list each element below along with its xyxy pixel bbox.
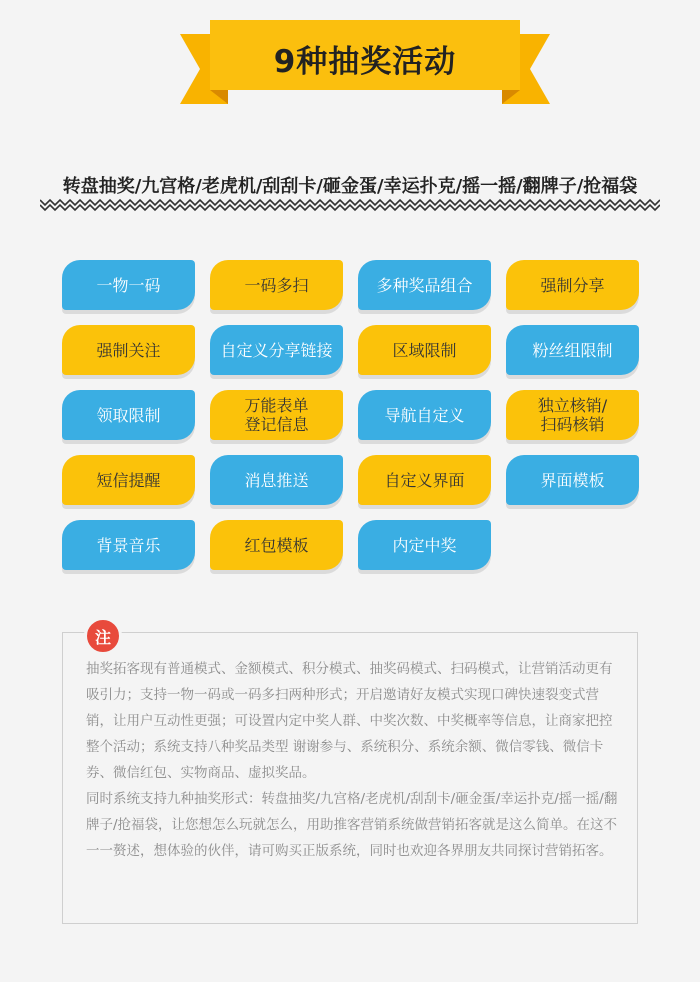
feature-tile: 消息推送 (210, 455, 343, 505)
feature-tile: 界面模板 (506, 455, 639, 505)
feature-tile: 内定中奖 (358, 520, 491, 570)
feature-tile: 强制关注 (62, 325, 195, 375)
feature-tile: 短信提醒 (62, 455, 195, 505)
feature-grid (62, 260, 642, 570)
note-paragraph: 抽奖拓客现有普通模式、金额模式、积分模式、抽奖码模式、扫码模式，让营销活动更有吸引力；支持一物一码或一码多扫两种形式；开启邀请好友模式实现口碑快速裂变式营销，让用户互动性更强；可设置内定中奖人群、中奖次数、中奖概率等信息，让商家把控整个活动；系统支持八种奖品类型 谢谢参与、系统积分、系统余额、微信零钱、微信卡券、微信红包、实物商品、虚拟奖品。 (86, 661, 613, 781)
feature-tile: 自定义分享链接 (210, 325, 343, 375)
feature-tile: 一码多扫 (210, 260, 343, 310)
feature-tile: 导航自定义 (358, 390, 491, 440)
note-badge: 注 (84, 617, 122, 655)
zigzag-divider (40, 198, 660, 212)
feature-tile: 强制分享 (506, 260, 639, 310)
title-banner (180, 16, 550, 106)
banner-title: 9种抽奖活动 (273, 44, 457, 80)
lottery-types-subtitle: 转盘抽奖/九宫格/老虎机/刮刮卡/砸金蛋/幸运扑克/摇一摇/翻牌子/抢福袋 (62, 176, 638, 197)
feature-tile: 背景音乐 (62, 520, 195, 570)
feature-tile: 自定义界面 (358, 455, 491, 505)
feature-tile: 多种奖品组合 (358, 260, 491, 310)
feature-tile: 区域限制 (358, 325, 491, 375)
note-paragraph: 同时系统支持九种抽奖形式：转盘抽奖/九宫格/老虎机/刮刮卡/砸金蛋/幸运扑克/摇一摇/翻牌子/抢福袋，让您想怎么玩就怎么，用助推客营销系统做营销拓客就是这么简单。在这不一一赘述，想体验的伙伴，请可购买正版系统，同时也欢迎各界朋友共同探讨营销拓客。 (86, 791, 618, 859)
feature-tile: 粉丝组限制 (506, 325, 639, 375)
feature-tile: 一物一码 (62, 260, 195, 310)
feature-tile: 独立核销/ 扫码核销 (506, 390, 639, 440)
feature-tile: 万能表单 登记信息 (210, 390, 343, 440)
feature-tile: 红包模板 (210, 520, 343, 570)
feature-tile: 领取限制 (62, 390, 195, 440)
note-text (86, 656, 620, 864)
